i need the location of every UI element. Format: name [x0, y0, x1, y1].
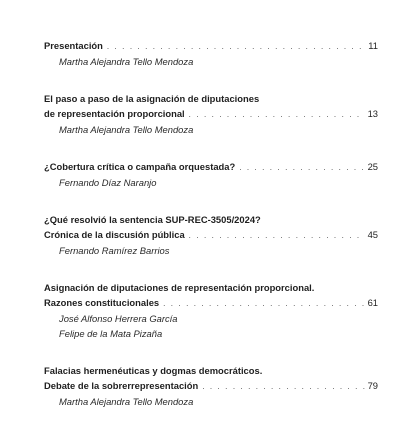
toc-entry[interactable] — [44, 280, 378, 341]
toc-page-number: 61 — [367, 297, 378, 308]
toc-page-number: 45 — [367, 229, 378, 240]
toc-title: Asignación de diputaciones de representación proporcional. — [44, 282, 315, 293]
toc-title-row[interactable] — [44, 159, 378, 175]
toc-entry[interactable] — [44, 363, 378, 409]
dot-leader — [189, 107, 365, 122]
toc-title-continuation: Debate de la sobrerrepresentación — [44, 380, 199, 391]
toc-entry[interactable] — [44, 38, 378, 69]
toc-author: Fernando Ramírez Barrios — [59, 245, 170, 256]
toc-title-row[interactable] — [44, 106, 378, 122]
dot-leader — [107, 39, 365, 54]
toc-page-number: 11 — [368, 40, 378, 51]
dot-leader — [239, 160, 364, 175]
dot-leader — [189, 228, 365, 243]
toc-title: ¿Qué resolvió la sentencia SUP-REC-3505/2024? — [44, 214, 261, 225]
toc-title: Presentación — [44, 40, 103, 51]
toc-page-number: 79 — [367, 380, 378, 391]
toc-author: Martha Alejandra Tello Mendoza — [59, 124, 194, 135]
toc-author: José Alfonso Herrera García — [59, 313, 178, 324]
toc-title-row[interactable] — [44, 378, 378, 394]
toc-title: El paso a paso de la asignación de diputaciones — [44, 93, 260, 104]
dot-leader — [202, 379, 364, 394]
dot-leader — [163, 296, 364, 311]
toc-title-row[interactable] — [44, 295, 378, 311]
toc-title: ¿Cobertura crítica o campaña orquestada? — [44, 161, 236, 172]
toc-title-continuation: Crónica de la discusión pública — [44, 229, 185, 240]
toc-entry[interactable] — [44, 159, 378, 190]
toc-entry[interactable] — [44, 91, 378, 137]
toc-title-continuation: de representación proporcional — [44, 108, 185, 119]
toc-author: Felipe de la Mata Pizaña — [59, 328, 163, 339]
toc-title-row[interactable] — [44, 227, 378, 243]
toc-page-number: 13 — [367, 108, 378, 119]
toc-author: Martha Alejandra Tello Mendoza — [59, 396, 194, 407]
toc-page-number: 25 — [367, 161, 378, 172]
toc-author: Martha Alejandra Tello Mendoza — [59, 56, 194, 67]
toc-author: Fernando Díaz Naranjo — [59, 177, 157, 188]
toc-title-row[interactable] — [44, 38, 378, 54]
toc-title: Falacias hermenéuticas y dogmas democráticos. — [44, 365, 263, 376]
table-of-contents — [44, 38, 378, 409]
toc-entry[interactable] — [44, 212, 378, 258]
toc-title-continuation: Razones constitucionales — [44, 297, 160, 308]
